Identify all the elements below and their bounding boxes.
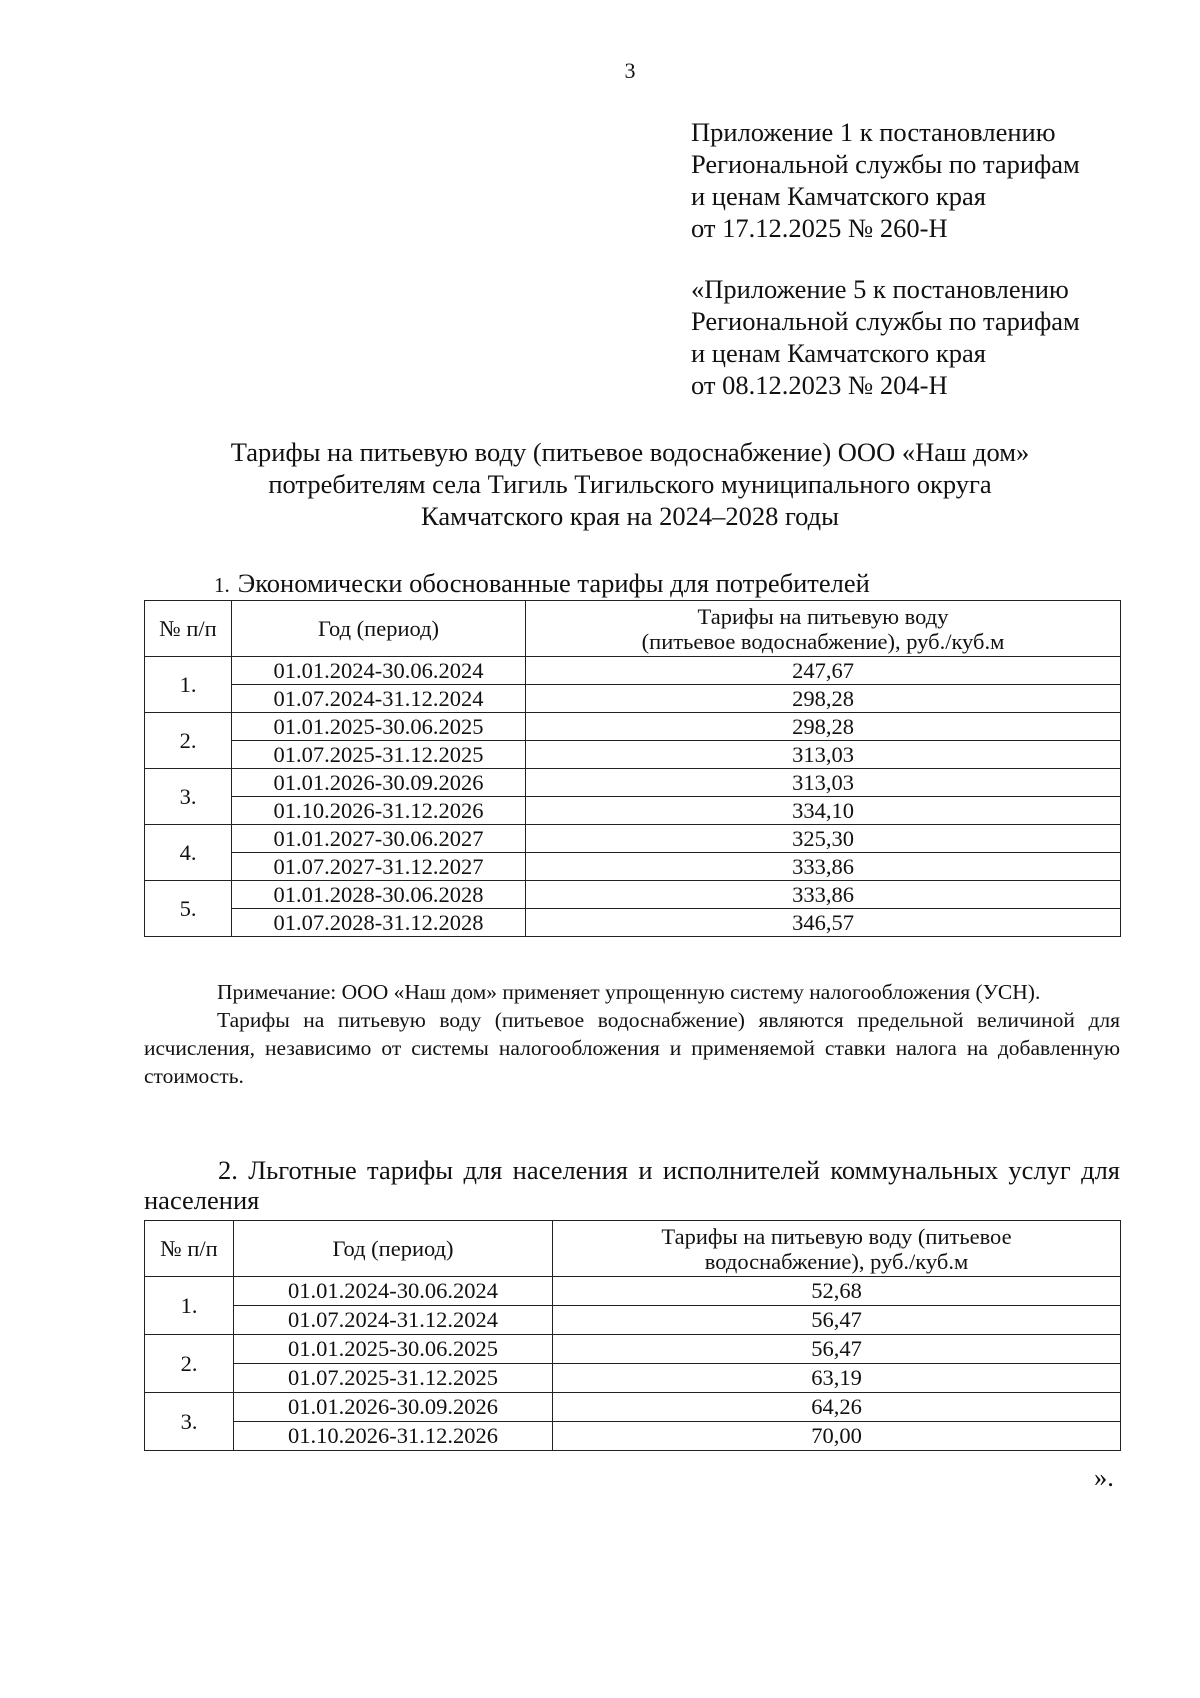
table-row xyxy=(145,1277,1121,1306)
row-number: 3. xyxy=(145,769,232,825)
preferential-tariffs-table xyxy=(144,1220,1121,1451)
tariff-cell: 56,47 xyxy=(553,1306,1121,1335)
period-cell: 01.07.2027-31.12.2027 xyxy=(232,853,526,881)
header-period: Год (период) xyxy=(232,601,526,657)
notes-block xyxy=(144,978,1120,1090)
tariff-cell: 346,57 xyxy=(526,909,1121,937)
period-cell: 01.01.2027-30.06.2027 xyxy=(232,825,526,853)
header-tariff xyxy=(553,1221,1121,1277)
period-cell: 01.01.2028-30.06.2028 xyxy=(232,881,526,909)
appendix-line: «Приложение 5 к постановлению xyxy=(691,274,1069,304)
period-cell: 01.01.2026-30.09.2026 xyxy=(232,769,526,797)
row-number: 1. xyxy=(145,657,232,713)
tariff-cell: 298,28 xyxy=(526,685,1121,713)
header-period: Год (период) xyxy=(234,1221,553,1277)
table-row xyxy=(145,825,1121,853)
page-number: 3 xyxy=(624,58,636,83)
table-row xyxy=(145,1422,1121,1451)
tariff-cell: 325,30 xyxy=(526,825,1121,853)
header-tariff-line: (питьевое водоснабжение), руб./куб.м xyxy=(641,628,1005,654)
period-cell: 01.07.2028-31.12.2028 xyxy=(232,909,526,937)
table-header-row xyxy=(145,601,1121,657)
header-tariff xyxy=(526,601,1121,657)
table-row xyxy=(145,769,1121,797)
table-row xyxy=(145,1364,1121,1393)
appendix-line: от 08.12.2023 № 204-Н xyxy=(691,370,948,400)
period-cell: 01.07.2025-31.12.2025 xyxy=(234,1364,553,1393)
row-number: 2. xyxy=(145,713,232,769)
economic-tariffs-table xyxy=(144,600,1121,937)
period-cell: 01.01.2025-30.06.2025 xyxy=(234,1335,553,1364)
table-row xyxy=(145,881,1121,909)
note-paragraph: Тарифы на питьевую воду (питьевое водоснабжение) являются предельной величиной для исчисления, независимо от системы налогообложения и применяемой ставки налога на добавленную стоимость. xyxy=(144,1008,1120,1088)
appendix-line: и ценам Камчатского края xyxy=(691,181,986,211)
table-row xyxy=(145,713,1121,741)
note-paragraph: Примечание: ООО «Наш дом» применяет упрощенную систему налогообложения (УСН). xyxy=(217,980,1041,1004)
table-header-row xyxy=(145,1221,1121,1277)
table-row xyxy=(145,797,1121,825)
table-row xyxy=(145,853,1121,881)
period-cell: 01.01.2024-30.06.2024 xyxy=(232,657,526,685)
document-title xyxy=(140,436,1120,532)
period-cell: 01.01.2026-30.09.2026 xyxy=(234,1393,553,1422)
tariff-cell: 247,67 xyxy=(526,657,1121,685)
header-tariff-line: водоснабжение), руб./куб.м xyxy=(704,1248,969,1274)
period-cell: 01.07.2024-31.12.2024 xyxy=(234,1306,553,1335)
tariff-cell: 333,86 xyxy=(526,853,1121,881)
tariff-cell: 298,28 xyxy=(526,713,1121,741)
period-cell: 01.07.2025-31.12.2025 xyxy=(232,741,526,769)
table-row xyxy=(145,1306,1121,1335)
tariff-cell: 56,47 xyxy=(553,1335,1121,1364)
header-num: № п/п xyxy=(145,1221,234,1277)
header-tariff-line: Тарифы на питьевую воду xyxy=(697,603,949,629)
header-num: № п/п xyxy=(145,601,232,657)
table-row xyxy=(145,657,1121,685)
appendix-amended-block xyxy=(691,273,1080,401)
appendix-line: Региональной службы по тарифам xyxy=(691,306,1080,336)
tariff-cell: 52,68 xyxy=(553,1277,1121,1306)
period-cell: 01.01.2024-30.06.2024 xyxy=(234,1277,553,1306)
section1-heading xyxy=(214,568,870,600)
section2-heading: 2. Льготные тарифы для населения и исполнителей коммунальных услуг для населения xyxy=(144,1155,1120,1215)
row-number: 1. xyxy=(145,1277,234,1335)
title-line: Тарифы на питьевую воду (питьевое водоснабжение) ООО «Наш дом» xyxy=(230,437,1030,467)
row-number: 3. xyxy=(145,1393,234,1451)
tariff-cell: 64,26 xyxy=(553,1393,1121,1422)
tariff-cell: 333,86 xyxy=(526,881,1121,909)
tariff-cell: 313,03 xyxy=(526,769,1121,797)
appendix-line: Региональной службы по тарифам xyxy=(691,149,1080,179)
table-row xyxy=(145,741,1121,769)
row-number: 5. xyxy=(145,881,232,937)
period-cell: 01.10.2026-31.12.2026 xyxy=(234,1422,553,1451)
tariff-cell: 70,00 xyxy=(553,1422,1121,1451)
title-line: Камчатского края на 2024–2028 годы xyxy=(421,501,839,531)
section1-title: Экономически обоснованные тарифы для потребителей xyxy=(237,568,870,598)
header-tariff-line: Тарифы на питьевую воду (питьевое xyxy=(661,1223,1012,1249)
appendix-line: от 17.12.2025 № 260-Н xyxy=(691,213,948,243)
appendix-line: и ценам Камчатского края xyxy=(691,338,986,368)
title-line: потребителям села Тигиль Тигильского муниципального округа xyxy=(268,469,992,499)
appendix-current-block xyxy=(691,116,1080,244)
tariff-cell: 63,19 xyxy=(553,1364,1121,1393)
section1-number: 1. xyxy=(214,573,230,597)
table-row xyxy=(145,1335,1121,1364)
period-cell: 01.10.2026-31.12.2026 xyxy=(232,797,526,825)
period-cell: 01.01.2025-30.06.2025 xyxy=(232,713,526,741)
row-number: 4. xyxy=(145,825,232,881)
table-row xyxy=(145,685,1121,713)
table-row xyxy=(145,909,1121,937)
row-number: 2. xyxy=(145,1335,234,1393)
closing-quote: ». xyxy=(1094,1462,1114,1492)
period-cell: 01.07.2024-31.12.2024 xyxy=(232,685,526,713)
table-row xyxy=(145,1393,1121,1422)
tariff-cell: 313,03 xyxy=(526,741,1121,769)
tariff-cell: 334,10 xyxy=(526,797,1121,825)
appendix-line: Приложение 1 к постановлению xyxy=(691,117,1056,147)
